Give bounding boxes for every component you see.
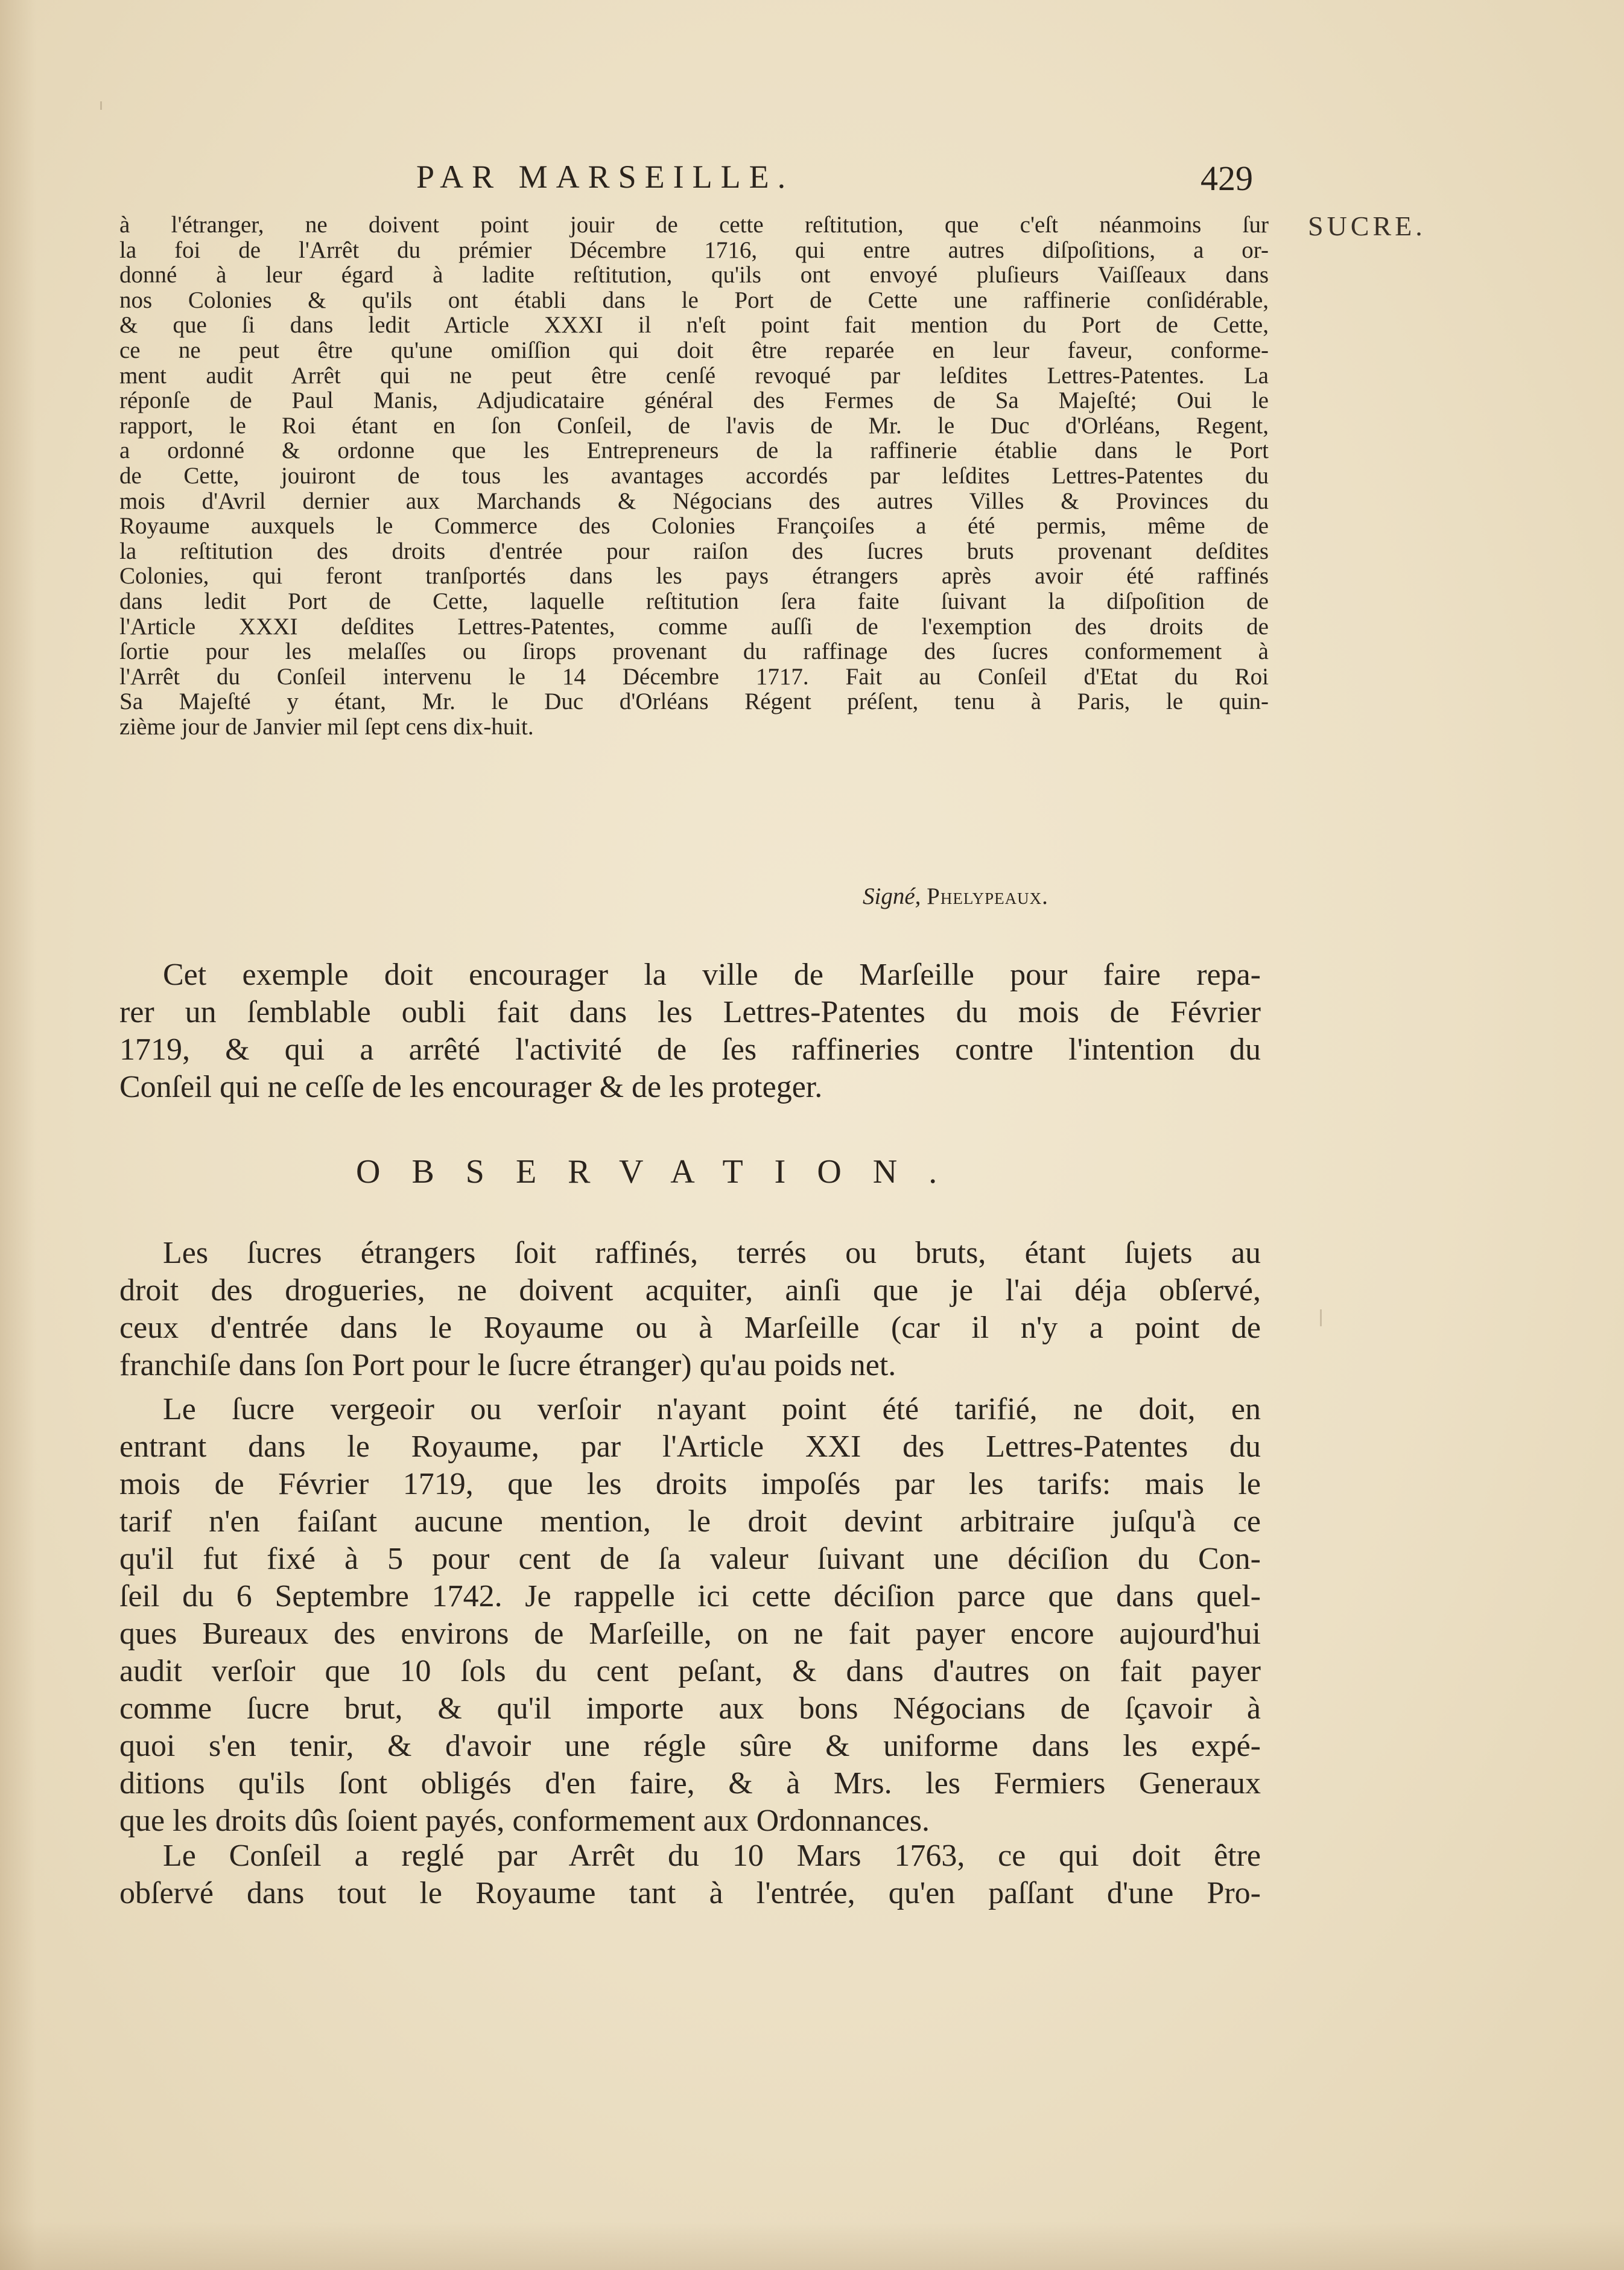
paragraph-line: qu'il fut fixé à 5 pour cent de ſa valeur ſuivant une déciſion du Con- <box>119 1542 1261 1576</box>
paper-speck <box>1320 1309 1322 1326</box>
paragraph-line: Conſeil qui ne ceſſe de les encourager & de les proteger. <box>119 1070 823 1104</box>
decree-line: ſortie pour les melaſſes ou ſirops provenant du raffinage des ſucres conformement à <box>119 638 1269 665</box>
decree-text <box>119 212 1269 739</box>
decree-line: ce ne peut être qu'une omiſſion qui doit être reparée en leur faveur, conforme- <box>119 337 1269 363</box>
decree-line: la foi de l'Arrêt du prémier Décembre 1716, qui entre autres diſpoſitions, a or- <box>119 237 1269 263</box>
paragraph-encouragement <box>119 956 1261 1106</box>
decree-line: l'Arrêt du Conſeil intervenu le 14 Décembre 1717. Fait au Conſeil d'Etat du Roi <box>119 663 1269 690</box>
running-head <box>0 158 1624 200</box>
paragraph-line: quoi s'en tenir, & d'avoir une régle sûre & uniforme dans les expé- <box>119 1729 1261 1763</box>
paragraph-foreign-sugars <box>119 1235 1261 1384</box>
margin-note: SUCRE. <box>1308 211 1426 241</box>
paragraph-vergeoir-sugar <box>119 1391 1261 1840</box>
decree-line: l'Article XXXI deſdites Lettres-Patentes, comme auſſi de l'exemption des droits de <box>119 613 1269 640</box>
decree-line: zième jour de Janvier mil ſept cens dix-huit. <box>119 713 534 740</box>
paragraph-line: obſervé dans tout le Royaume tant à l'entrée, qu'en paſſant d'une Pro- <box>119 1876 1261 1910</box>
paragraph-line: Le Conſeil a reglé par Arrêt du 10 Mars 1763, ce qui doit être <box>163 1839 1261 1873</box>
paragraph-line: rer un ſemblable oubli fait dans les Lettres-Patentes du mois de Février <box>119 995 1261 1029</box>
decree-line: donné à leur égard à ladite reſtitution, qu'ils ont envoyé pluſieurs Vaiſſeaux dans <box>119 262 1269 288</box>
decree-line: mois d'Avril dernier aux Marchands & Négocians des autres Villes & Provinces du <box>119 488 1269 514</box>
paragraph-line: Le ſucre vergeoir ou verſoir n'ayant point été tarifié, ne doit, en <box>163 1392 1261 1426</box>
paragraph-line: entrant dans le Royaume, par l'Article XXI des Lettres-Patentes du <box>119 1429 1261 1464</box>
signature-name: Phelypeaux. <box>927 883 1048 909</box>
page-bottom-shadow <box>0 2222 1624 2270</box>
paragraph-line: Cet exemple doit encourager la ville de Marſeille pour faire repa- <box>163 958 1261 992</box>
paragraph-line: droit des drogueries, ne doivent acquiter, ainſi que je l'ai déja obſervé, <box>119 1273 1261 1308</box>
decree-line: Royaume auxquels le Commerce des Colonies Françoiſes a été permis, même de <box>119 513 1269 539</box>
signature <box>863 883 1048 910</box>
decree-line: nos Colonies & qu'ils ont établi dans le Port de Cette une raffinerie conſidérable, <box>119 287 1269 313</box>
decree-line: dans ledit Port de Cette, laquelle reſtitution ſera faite ſuivant la diſpoſition de <box>119 588 1269 614</box>
paragraph-line: ſeil du 6 Septembre 1742. Je rappelle ici cette déciſion parce que dans quel- <box>119 1579 1261 1613</box>
paragraph-line: audit verſoir que 10 ſols du cent peſant, & dans d'autres on fait payer <box>119 1654 1261 1688</box>
decree-line: & que ſi dans ledit Article XXXI il n'eſt point fait mention du Port de Cette, <box>119 312 1269 339</box>
paragraph-line: ques Bureaux des environs de Marſeille, on ne fait payer encore aujourd'hui <box>119 1617 1261 1651</box>
paragraph-line: tarif n'en faiſant aucune mention, le droit devint arbitraire juſqu'à ce <box>119 1504 1261 1539</box>
page-number: 429 <box>1201 159 1253 198</box>
decree-line: a ordonné & ordonne que les Entrepreneurs de la raffinerie établie dans le Port <box>119 437 1269 464</box>
paragraph-line: Les ſucres étrangers ſoit raffinés, terrés ou bruts, étant ſujets au <box>163 1236 1261 1270</box>
decree-line: Sa Majeſté y étant, Mr. le Duc d'Orléans Régent préſent, tenu à Paris, le quin- <box>119 688 1269 715</box>
signature-prefix: Signé, <box>863 883 921 909</box>
decree-line: réponſe de Paul Manis, Adjudicataire général des Fermes de Sa Majeſté; Oui le <box>119 387 1269 414</box>
decree-line: la reſtitution des droits d'entrée pour raiſon des ſucres bruts provenant deſdites <box>119 538 1269 564</box>
paragraph-line: 1719, & qui a arrêté l'activité de ſes raffineries contre l'intention du <box>119 1032 1261 1067</box>
decree-line: rapport, le Roi étant en ſon Conſeil, de l'avis de Mr. le Duc d'Orléans, Regent, <box>119 412 1269 439</box>
decree-line: Colonies, qui feront tranſportés dans les pays étrangers après avoir été raffinés <box>119 563 1269 590</box>
paragraph-line: franchiſe dans ſon Port pour le ſucre étranger) qu'au poids net. <box>119 1348 896 1382</box>
paragraph-line: ceux d'entrée dans le Royaume ou à Marſeille (car il n'y a point de <box>119 1311 1261 1345</box>
section-heading-text: OBSERVATION. <box>356 1153 969 1191</box>
decree-line: à l'étranger, ne doivent point jouir de cette reſtitution, que c'eſt néanmoins ſur <box>119 212 1269 238</box>
paragraph-line: ditions qu'ils ſont obligés d'en faire, & à Mrs. les Fermiers Generaux <box>119 1766 1261 1801</box>
page-edge-shadow <box>0 0 36 2270</box>
paragraph-line: mois de Février 1719, que les droits impoſés par les tarifs: mais le <box>119 1467 1261 1501</box>
paragraph-line: que les droits dûs ſoient payés, conformement aux Ordonnances. <box>119 1804 930 1838</box>
decree-line: de Cette, jouiront de tous les avantages accordés par leſdites Lettres-Patentes du <box>119 462 1269 489</box>
paragraph-line: comme ſucre brut, & qu'il importe aux bons Négocians de ſçavoir à <box>119 1691 1261 1726</box>
decree-line: ment audit Arrêt qui ne peut être cenſé revoqué par leſdites Lettres-Patentes. La <box>119 362 1269 389</box>
paragraph-council-decree <box>119 1837 1261 1912</box>
running-title: PAR MARSEILLE. <box>416 159 795 195</box>
paper-speck <box>100 101 102 110</box>
